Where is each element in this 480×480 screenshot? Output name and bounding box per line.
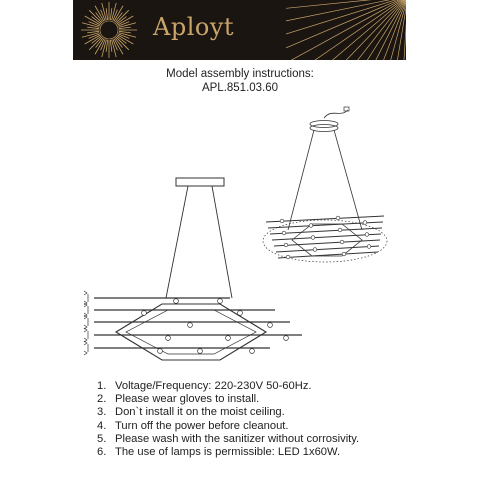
instruction-item: 4. Turn off the power before cleanout. [97, 419, 289, 432]
sun-burst-icon [79, 0, 139, 60]
instruction-item: 5. Please wash with the sanitizer without corrosivity. [97, 432, 360, 445]
instruction-item: 2. Please wear gloves to install. [97, 393, 260, 406]
instruction-item: 3. Don`t install it on the moist ceiling. [97, 406, 285, 419]
rays-decoration [286, 0, 406, 60]
instruction-item: 1. Voltage/Frequency: 220-230V 50-60Hz. [97, 380, 312, 392]
document-title [0, 67, 480, 95]
brand-banner [73, 0, 406, 60]
instruction-item: 6. The use of lamps is permissible: LED 1x60W. [97, 446, 341, 459]
instruction-list [97, 380, 467, 459]
perspective-view-drawing [252, 104, 402, 269]
brand-logo-text: Aployt [153, 13, 235, 41]
model-number: APL.851.03.60 [201, 82, 279, 94]
title-line: Model assembly instructions: [166, 68, 314, 80]
